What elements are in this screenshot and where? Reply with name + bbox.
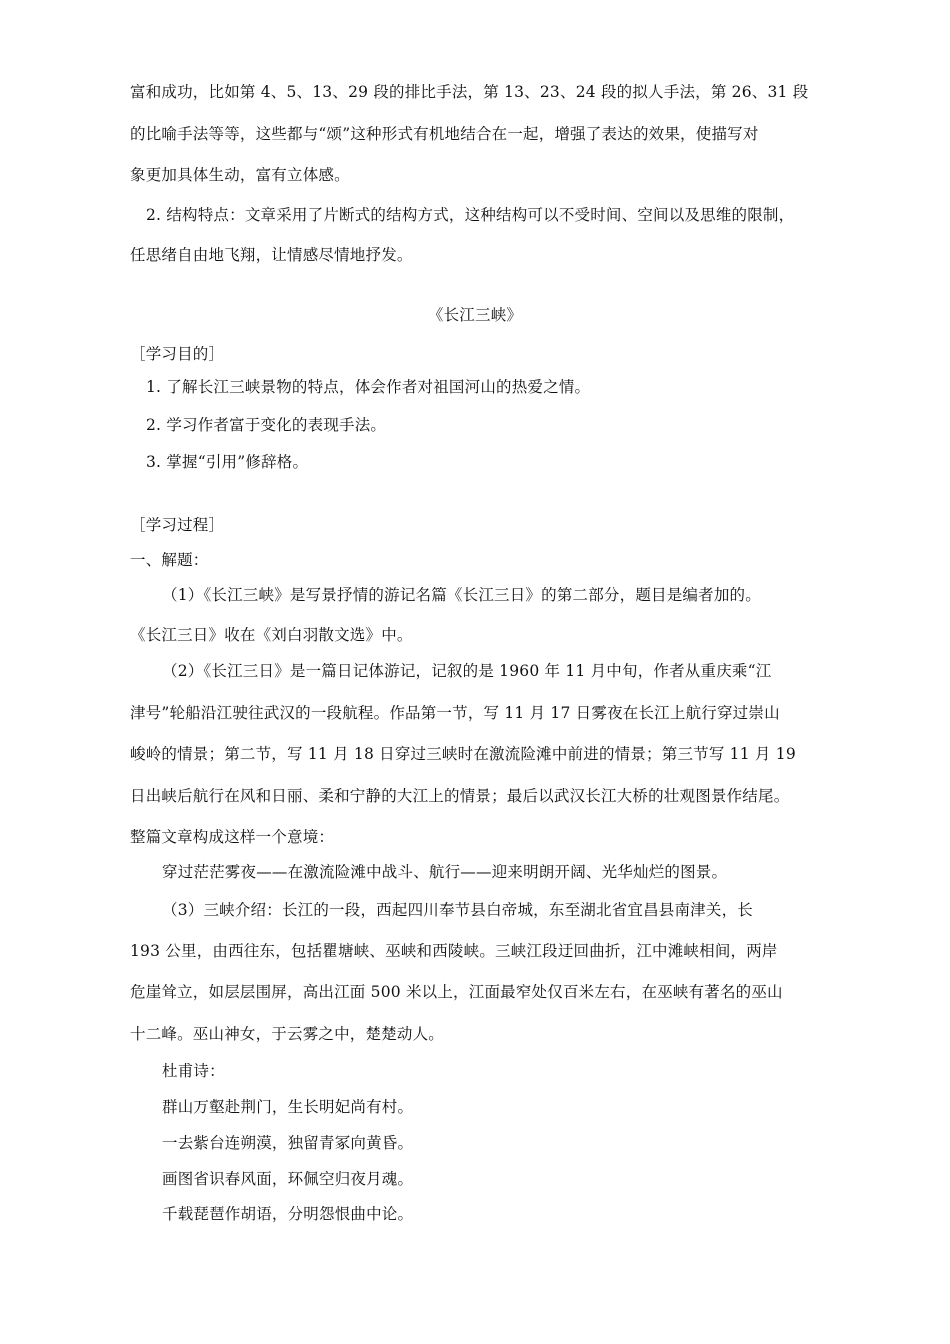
goal-item: 1. 了解长江三峡景物的特点，体会作者对祖国河山的热爱之情。: [146, 378, 591, 396]
paragraph-line: 危崖耸立，如层层围屏，高出江面 500 米以上，江面最窄处仅百米左右，在巫峡有著名的巫山: [130, 983, 783, 1001]
structure-line: 穿过茫茫雾夜——在激流险滩中战斗、航行——迎来明朗开阔、光华灿烂的图景。: [162, 863, 728, 881]
paragraph-line: 的比喻手法等等，这些都与“颂”这种形式有机地结合在一起，增强了表达的效果，使描写对: [130, 125, 759, 143]
paragraph-line: 象更加具体生动，富有立体感。: [130, 166, 350, 184]
paragraph-line: 2. 结构特点：文章采用了片断式的结构方式，这种结构可以不受时间、空间以及思维的限制，: [146, 206, 795, 224]
goals-heading: ［学习目的］: [130, 345, 225, 363]
poem-label: 杜甫诗：: [162, 1062, 225, 1080]
paragraph-line: （1）《长江三峡》是写景抒情的游记名篇《长江三日》的第二部分，题目是编者加的。: [162, 586, 761, 604]
section-title: 《长江三峡》: [427, 306, 523, 324]
paragraph-line: （2）《长江三日》是一篇日记体游记，记叙的是 1960 年 11 月中旬，作者从重庆乘“江: [162, 662, 772, 680]
part-heading: 一、解题：: [130, 551, 209, 569]
paragraph-line: 十二峰。巫山神女，于云雾之中，楚楚动人。: [130, 1025, 445, 1043]
paragraph-line: 日出峡后航行在风和日丽、柔和宁静的大江上的情景；最后以武汉长江大桥的壮观图景作结尾。: [130, 787, 790, 805]
paragraph-line: 津号”轮船沿江驶往武汉的一段航程。作品第一节，写 11 月 17 日雾夜在长江上航行穿过崇山: [130, 704, 780, 722]
poem-line: 千载琵琶作胡语，分明怨恨曲中论。: [162, 1205, 414, 1223]
paragraph-line: 《长江三日》收在《刘白羽散文选》中。: [130, 626, 413, 644]
process-heading: ［学习过程］: [130, 516, 225, 534]
goal-item: 2. 学习作者富于变化的表现手法。: [146, 416, 387, 434]
paragraph-line: （3）三峡介绍：长江的一段，西起四川奉节县白帝城，东至湖北省宜昌县南津关，长: [162, 901, 753, 919]
paragraph-line: 整篇文章构成这样一个意境：: [130, 828, 335, 846]
poem-line: 画图省识春风面，环佩空归夜月魂。: [162, 1170, 414, 1188]
paragraph-line: 任思绪自由地飞翔，让情感尽情地抒发。: [130, 246, 413, 264]
poem-line: 一去紫台连朔漠，独留青冢向黄昏。: [162, 1134, 414, 1152]
paragraph-line: 富和成功，比如第 4、5、13、29 段的排比手法，第 13、23、24 段的拟人手法，第 26、31 段: [130, 83, 809, 101]
goal-item: 3. 掌握“引用”修辞格。: [146, 453, 309, 471]
paragraph-line: 193 公里，由西往东，包括瞿塘峡、巫峡和西陵峡。三峡江段迂回曲折，江中滩峡相间，两岸: [130, 942, 778, 960]
poem-line: 群山万壑赴荆门，生长明妃尚有村。: [162, 1098, 414, 1116]
paragraph-line: 峻岭的情景；第二节，写 11 月 18 日穿过三峡时在激流险滩中前进的情景；第三节写 11 月 19: [130, 745, 796, 763]
